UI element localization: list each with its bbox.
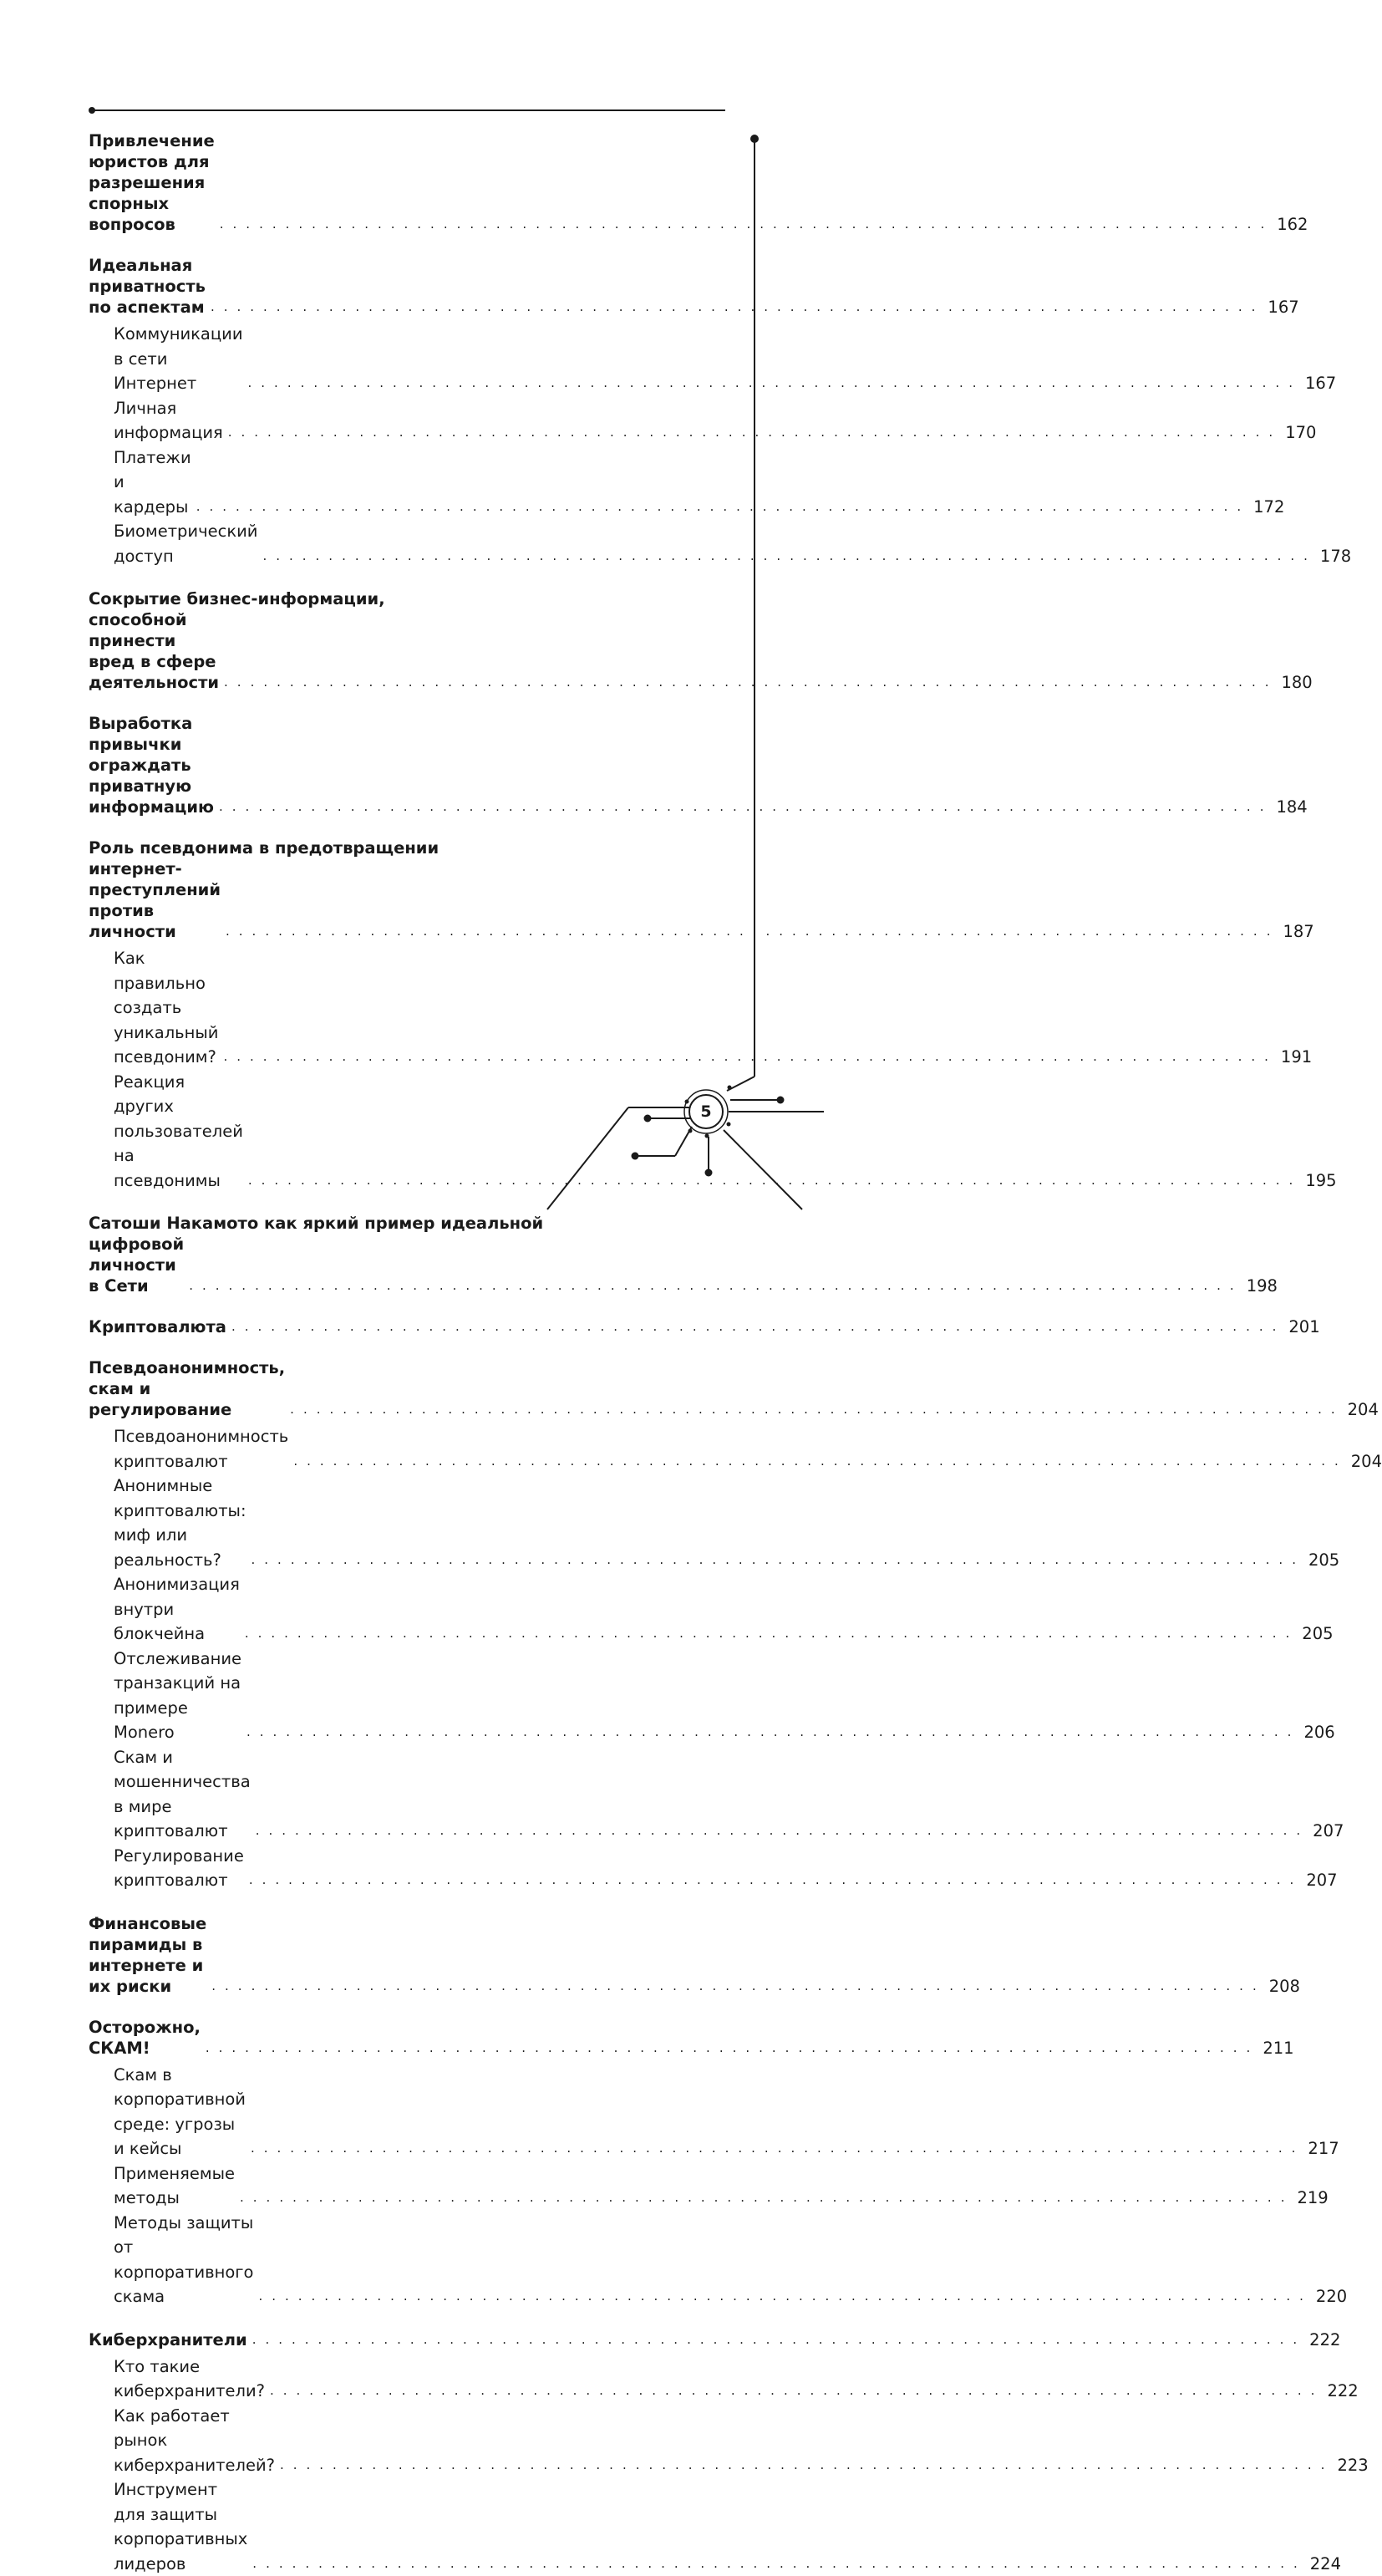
toc-page-number: 178 — [1317, 544, 1351, 569]
toc-page-number: 187 — [1279, 921, 1313, 942]
toc-entry[interactable] — [89, 322, 725, 396]
table-of-contents — [89, 130, 725, 2576]
toc-entry-title: Как работает рынок киберхранителей? — [114, 2404, 275, 2478]
toc-entry[interactable] — [89, 1572, 725, 1647]
toc-entry-title: Финансовые пирамиды в интернете и их риски — [89, 1913, 206, 1997]
toc-entry-title: Коммуникации в сети Интернет — [114, 322, 243, 396]
dot-leader: ................................................................................ — [214, 797, 1273, 817]
toc-entry-title: Как правильно создать уникальный псевдоним? — [114, 946, 218, 1070]
toc-page-number: 204 — [1348, 1449, 1382, 1474]
toc-entry-title: Выработка привычки ограждать приватную информацию — [89, 713, 214, 817]
toc-entry[interactable] — [89, 1424, 725, 1474]
dot-leader: ................................................................................ — [243, 1168, 1302, 1194]
toc-page-number: 180 — [1278, 672, 1312, 693]
dot-leader: ................................................................................ — [240, 1621, 1298, 1647]
toc-entry-title: цифровой личности в Сети — [89, 1234, 184, 1296]
toc-page-number: 201 — [1285, 1316, 1319, 1337]
toc-page-number: 204 — [1344, 1399, 1379, 1420]
toc-entry[interactable] — [89, 130, 725, 235]
dot-leader: ................................................................................ — [285, 1399, 1344, 1420]
toc-entry-title: Инструмент для защиты корпоративных лидеров — [114, 2477, 247, 2576]
dot-leader: ................................................................................ — [257, 544, 1316, 569]
toc-page-number: 217 — [1304, 2136, 1339, 2161]
toc-entry-title: Осторожно, СКАМ! — [89, 2017, 201, 2059]
dot-leader: ................................................................................ — [243, 371, 1302, 396]
page-number: 5 — [692, 1097, 720, 1126]
toc-entry-title: способной принести вред в сфере деятельности — [89, 609, 219, 693]
toc-entry[interactable] — [89, 445, 725, 520]
toc-page-number: 206 — [1300, 1720, 1334, 1745]
toc-entry[interactable] — [89, 2161, 725, 2211]
dot-leader: ................................................................................ — [219, 672, 1278, 693]
toc-page-number: 207 — [1309, 1819, 1344, 1844]
dot-leader: ................................................................................ — [206, 297, 1264, 318]
toc-entry-title: Реакция других пользователей на псевдонимы — [114, 1070, 243, 1194]
toc-page-number: 220 — [1313, 2284, 1347, 2309]
toc-entry[interactable] — [89, 946, 725, 1070]
toc-entry-title: Анонимные криптовалюты: миф или реальность? — [114, 1474, 246, 1572]
toc-entry[interactable] — [89, 1913, 725, 1997]
toc-entry-title: Платежи и кардеры — [114, 445, 191, 520]
toc-page-number: 207 — [1303, 1868, 1337, 1893]
toc-entry-title: Криптовалюта — [89, 1316, 226, 1337]
toc-entry-title: Методы защиты от корпоративного скама — [114, 2211, 253, 2309]
toc-page-number: 219 — [1293, 2186, 1328, 2211]
dot-leader: ................................................................................ — [265, 2379, 1324, 2404]
toc-entry-title: Биометрический доступ — [114, 519, 257, 568]
toc-entry[interactable] — [89, 1745, 725, 1844]
toc-entry[interactable] — [89, 1357, 725, 1420]
toc-entry-title: Идеальная приватность по аспектам — [89, 255, 206, 318]
toc-entry[interactable] — [89, 2329, 725, 2350]
toc-entry-title: Привлечение юристов для разрешения спорных вопросов — [89, 130, 215, 235]
toc-page-number: 205 — [1298, 1621, 1333, 1647]
toc-entry[interactable] — [89, 1844, 725, 1893]
dot-leader: ................................................................................ — [235, 2186, 1293, 2211]
dot-leader: ................................................................................ — [246, 2136, 1304, 2161]
toc-entry-title: Роль псевдонима в предотвращении — [89, 837, 439, 858]
toc-entry-continuation[interactable] — [89, 1234, 725, 1296]
toc-page-number: 167 — [1302, 371, 1336, 396]
dot-leader: ................................................................................ — [201, 2038, 1259, 2059]
toc-entry[interactable] — [89, 1647, 725, 1745]
dot-leader: ................................................................................ — [191, 495, 1250, 520]
toc-entry[interactable] — [89, 713, 725, 817]
toc-entry-title: Псевдоанонимность криптовалют — [114, 1424, 288, 1474]
toc-page-number: 223 — [1334, 2453, 1368, 2478]
toc-entry-continuation[interactable] — [89, 858, 725, 942]
toc-entry[interactable] — [89, 588, 725, 609]
dot-leader: ................................................................................ — [247, 2329, 1306, 2350]
toc-entry[interactable] — [89, 1213, 725, 1234]
toc-entry[interactable] — [89, 1316, 725, 1337]
toc-entry[interactable] — [89, 2211, 725, 2309]
dot-leader: ................................................................................ — [226, 1316, 1285, 1337]
toc-entry-title: Сатоши Накамото как яркий пример идеальной — [89, 1213, 543, 1234]
toc-page-number: 195 — [1302, 1168, 1336, 1194]
dot-leader: ................................................................................ — [218, 1045, 1277, 1070]
toc-entry-title: Скам в корпоративной среде: угрозы и кейсы — [114, 2063, 246, 2161]
toc-entry-title: Псевдоанонимность, скам и регулирование — [89, 1357, 285, 1420]
dot-leader: ................................................................................ — [241, 1720, 1300, 1745]
toc-entry-title: интернет-преступлений против личности — [89, 858, 221, 942]
toc-entry[interactable] — [89, 2477, 725, 2576]
toc-entry[interactable] — [89, 396, 725, 445]
dot-leader: ................................................................................ — [288, 1449, 1347, 1474]
toc-page-number: 222 — [1324, 2379, 1358, 2404]
toc-entry-title: Отслеживание транзакций на примере Monero — [114, 1647, 241, 1745]
toc-page-number: 198 — [1243, 1275, 1278, 1296]
toc-entry-continuation[interactable] — [89, 609, 725, 693]
dot-leader: ................................................................................ — [223, 420, 1282, 445]
toc-entry-title: Личная информация — [114, 396, 223, 445]
toc-entry[interactable] — [89, 2355, 725, 2404]
toc-entry[interactable] — [89, 1474, 725, 1572]
dot-leader: ................................................................................ — [247, 2552, 1306, 2576]
toc-entry[interactable] — [89, 2404, 725, 2478]
dot-leader: ................................................................................ — [221, 921, 1279, 942]
toc-page-number: 167 — [1264, 297, 1298, 318]
dot-leader: ................................................................................ — [253, 2284, 1312, 2309]
toc-page-number: 170 — [1282, 420, 1316, 445]
toc-entry[interactable] — [89, 255, 725, 318]
dot-leader: ................................................................................ — [215, 214, 1273, 235]
toc-page-number: 224 — [1307, 2552, 1341, 2576]
dot-leader: ................................................................................ — [244, 1868, 1303, 1893]
dot-leader: ................................................................................ — [206, 1976, 1265, 1997]
toc-entry-title: Кто такие киберхранители? — [114, 2355, 265, 2404]
toc-page-number: 184 — [1273, 797, 1307, 817]
dot-leader: ................................................................................ — [251, 1819, 1309, 1844]
toc-page-number: 208 — [1266, 1976, 1300, 1997]
toc-entry-title: Применяемые методы — [114, 2161, 235, 2211]
toc-entry[interactable] — [89, 1070, 725, 1194]
toc-page-number: 162 — [1273, 214, 1308, 235]
toc-entry[interactable] — [89, 519, 725, 568]
toc-entry-title: Сокрытие бизнес-информации, — [89, 588, 385, 609]
toc-page-number: 222 — [1306, 2329, 1340, 2350]
toc-entry-title: Регулирование криптовалют — [114, 1844, 244, 1893]
toc-page-number: 211 — [1259, 2038, 1293, 2059]
toc-entry[interactable] — [89, 2017, 725, 2059]
toc-entry-title: Скам и мошенничества в мире криптовалют — [114, 1745, 251, 1844]
dot-leader: ................................................................................ — [275, 2453, 1334, 2478]
toc-entry-title: Анонимизация внутри блокчейна — [114, 1572, 240, 1647]
toc-page-number: 172 — [1250, 495, 1284, 520]
toc-entry[interactable] — [89, 837, 725, 858]
dot-leader: ................................................................................ — [184, 1275, 1242, 1296]
toc-entry[interactable] — [89, 2063, 725, 2161]
dot-leader: ................................................................................ — [246, 1548, 1305, 1573]
toc-page-number: 205 — [1305, 1548, 1339, 1573]
toc-page-number: 191 — [1278, 1045, 1312, 1070]
toc-entry-title: Киберхранители — [89, 2329, 247, 2350]
